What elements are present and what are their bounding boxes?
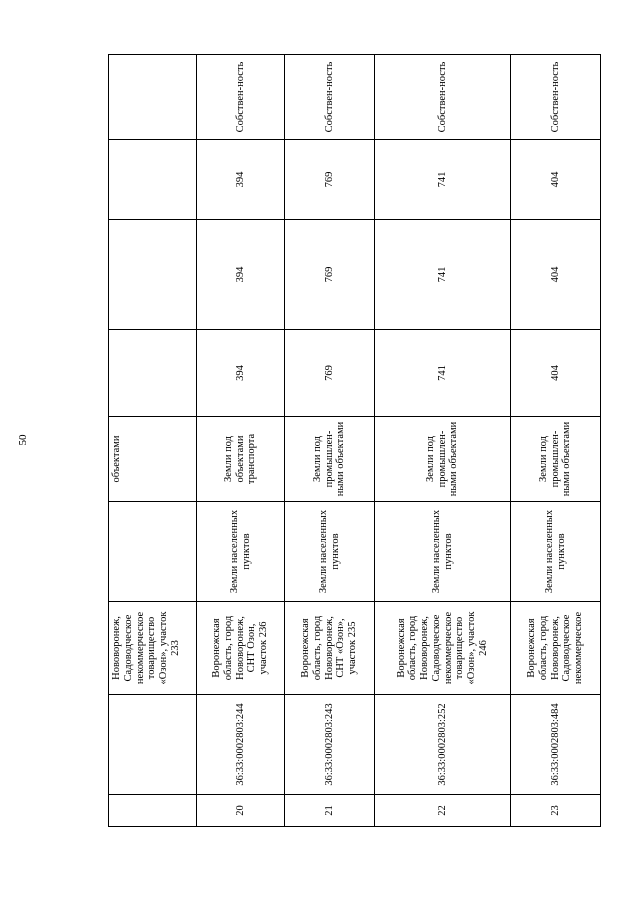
cell-category: Земли населенных пунктов (285, 502, 375, 602)
cell-area-3: 769 (285, 140, 375, 220)
cell-area-3 (109, 140, 197, 220)
cell-num: 23 (511, 795, 601, 827)
cell-purpose: Земли под объектами транспорта (197, 417, 285, 502)
cell-area-1: 394 (197, 330, 285, 417)
cell-address: Воронежская область, город Нововоронеж, СНТ «Озон», участок 235 (285, 602, 375, 695)
cell-num: 20 (197, 795, 285, 827)
cell-right: Собствен-ность (285, 55, 375, 140)
cell-area-2: 769 (285, 220, 375, 330)
table-row (511, 55, 601, 827)
cell-purpose: объектами (109, 417, 197, 502)
cell-area-2: 741 (375, 220, 511, 330)
table-row (285, 55, 375, 827)
cell-purpose: Земли под промышлен-ными объектами (511, 417, 601, 502)
cell-num: 22 (375, 795, 511, 827)
table-row (375, 55, 511, 827)
land-plots-table-rotated (108, 55, 600, 827)
cell-area-3: 394 (197, 140, 285, 220)
cell-right: Собствен-ность (197, 55, 285, 140)
cell-num (109, 795, 197, 827)
cell-area-2 (109, 220, 197, 330)
table-row (197, 55, 285, 827)
cell-category: Земли населенных пунктов (511, 502, 601, 602)
cell-area-3: 741 (375, 140, 511, 220)
cell-area-2: 404 (511, 220, 601, 330)
cell-cadastral: 36:33:0002803:252 (375, 695, 511, 795)
cell-area-1: 769 (285, 330, 375, 417)
cell-category: Земли населенных пунктов (197, 502, 285, 602)
page-number: 50 (17, 434, 29, 446)
cell-cadastral: 36:33:0002803:243 (285, 695, 375, 795)
cell-area-3: 404 (511, 140, 601, 220)
cell-address: Воронежская область, город Нововоронеж, СНТ Озон, участок 236 (197, 602, 285, 695)
cell-address: Нововоронеж, Садоводческое некоммерческое товарищество «Озон», участок 233 (109, 602, 197, 695)
cell-right (109, 55, 197, 140)
cell-purpose: Земли под промышлен-ными объектами (285, 417, 375, 502)
cell-address: Воронежская область, город Нововоронеж, Садоводческое некоммерческое товарищество «Озон», участок 246 (375, 602, 511, 695)
continuation-row (109, 55, 197, 827)
cell-cadastral: 36:33:0002803:484 (511, 695, 601, 795)
cell-category (109, 502, 197, 602)
cell-cadastral (109, 695, 197, 795)
cell-num: 21 (285, 795, 375, 827)
cell-area-1: 404 (511, 330, 601, 417)
cell-purpose: Земли под промышлен-ными объектами (375, 417, 511, 502)
cell-right: Собствен-ность (511, 55, 601, 140)
cell-area-1 (109, 330, 197, 417)
cell-address: Воронежская область, город Нововоронеж, Садоводческое некоммерческое (511, 602, 601, 695)
cell-cadastral: 36:33:0002803:244 (197, 695, 285, 795)
cell-category: Земли населенных пунктов (375, 502, 511, 602)
cell-area-2: 394 (197, 220, 285, 330)
cell-right: Собствен-ность (375, 55, 511, 140)
cell-area-1: 741 (375, 330, 511, 417)
land-plots-table (108, 54, 601, 827)
